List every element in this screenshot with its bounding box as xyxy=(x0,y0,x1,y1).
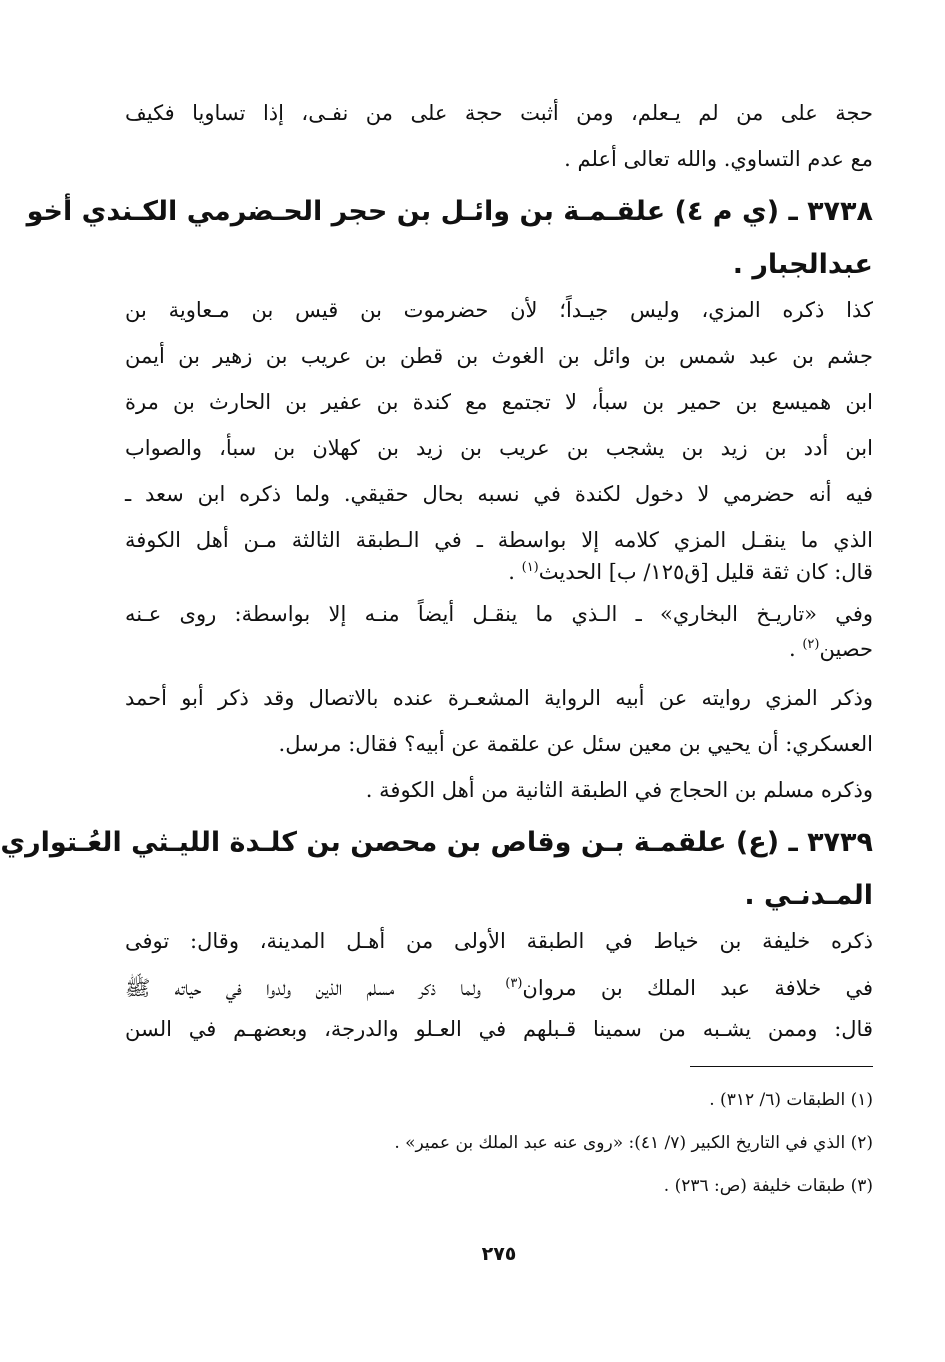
entry-heading-3739: ٣٧٣٩ ـ (ع) علقمـة بـن وقاص بن محصن بن كلـدة الليـثي العُـتواري xyxy=(0,827,873,858)
body-line-9 xyxy=(125,543,873,593)
body-line-11 xyxy=(125,625,873,665)
footnote-ref-1[interactable]: (١) xyxy=(521,560,539,575)
footnote-divider xyxy=(690,1066,873,1067)
body-line-17: قال: وممن يشـبه من سمينا قـبلهم في العـلو والدرجة، وبعضهـم في السن xyxy=(125,1017,873,1041)
body-line-16 xyxy=(125,962,873,1006)
entry-heading-3738: ٣٧٣٨ ـ (ي م ٤) علقـمـة بن وائـل بن حجر الحـضرمي الكـندي أخو xyxy=(26,196,873,227)
footnote-3: (٣) طبقات خليفة (ص: ٢٣٦) . xyxy=(663,1176,873,1196)
body-line-1: حجة على من لم يـعلم، ومن أثبت حجة على من نفـى، إذا تساويا فكيف xyxy=(125,101,873,125)
entry-heading-3739-cont: المـدنـي . xyxy=(744,880,873,911)
body-line-4: جشم بن عبد شمس بن وائل بن الغوث بن قطن بن عريب بن زهير بن أيمن xyxy=(125,344,873,368)
body-line-7: فيه أنه حضرمي لا دخول لكندة في نسبه بحال حقيقي. ولما ذكره ابن سعد ـ xyxy=(125,482,873,506)
body-line-8: الذي ما ينقـل المزي كلامه إلا بواسطة ـ في الـطبقة الثالثة مـن أهل الكوفة xyxy=(125,528,873,552)
body-line-5: ابن هميسع بن حمير بن سبأ، لا تجتمع مع كندة بن عفير بن الحارث بن مرة xyxy=(125,390,873,414)
footnote-ref-3[interactable]: (٣) xyxy=(505,976,523,991)
body-line-16-text-b: ولما ذكر مسلم الذين ولدوا في حياته ﷺ xyxy=(125,976,506,1000)
footnote-ref-2[interactable]: (٢) xyxy=(802,637,820,652)
body-line-3: كذا ذكره المزي، وليس جيـداً؛ لأن حضرموت بن قيس بن مـعاوية بن xyxy=(125,298,873,322)
body-line-2: مع عدم التساوي. والله تعالى أعلم . xyxy=(564,147,873,171)
page-number: ٢٧٥ xyxy=(481,1243,517,1265)
body-line-11-end: . xyxy=(788,637,803,661)
body-line-13: العسكري: أن يحيي بن معين سئل عن علقمة عن أبيه؟ فقال: مرسل. xyxy=(278,732,873,756)
body-line-14: وذكره مسلم بن الحجاج في الطبقة الثانية من أهل الكوفة . xyxy=(365,778,873,802)
footnote-1: (١) الطبقات (٦/ ٣١٢) . xyxy=(709,1090,873,1110)
body-line-15: ذكره خليفة بن خياط في الطبقة الأولى من أهـل المدينة، وقال: توفى xyxy=(125,929,873,953)
body-line-10: وفي «تاريـخ البخاري» ـ الـذي ما ينقـل أيضاً منـه إلا بواسطة: روى عـنه xyxy=(125,602,873,626)
body-line-12: وذكر المزي روايته عن أبيه الرواية المشعـرة عنده بالاتصال وقد ذكر أبو أحمد xyxy=(125,686,873,710)
body-line-9-end: . xyxy=(508,560,522,584)
footnote-2: (٢) الذي في التاريخ الكبير (٧/ ٤١): «روى عنه عبد الملك بن عمير» . xyxy=(394,1133,873,1153)
body-line-9-text: قال: كان ثقة قليل [ق١٢٥/ ب] الحديث xyxy=(538,560,873,584)
body-line-16-text-a: في خلافة عبد الملك بن مروان xyxy=(522,976,873,1000)
body-line-11-text: حصين xyxy=(819,637,873,661)
entry-heading-3738-cont: عبدالجبار . xyxy=(732,249,873,280)
body-line-6: ابن أدد بن زيد بن يشجب بن عريب بن زيد بن كهلان بن سبأ، والصواب xyxy=(125,436,873,460)
